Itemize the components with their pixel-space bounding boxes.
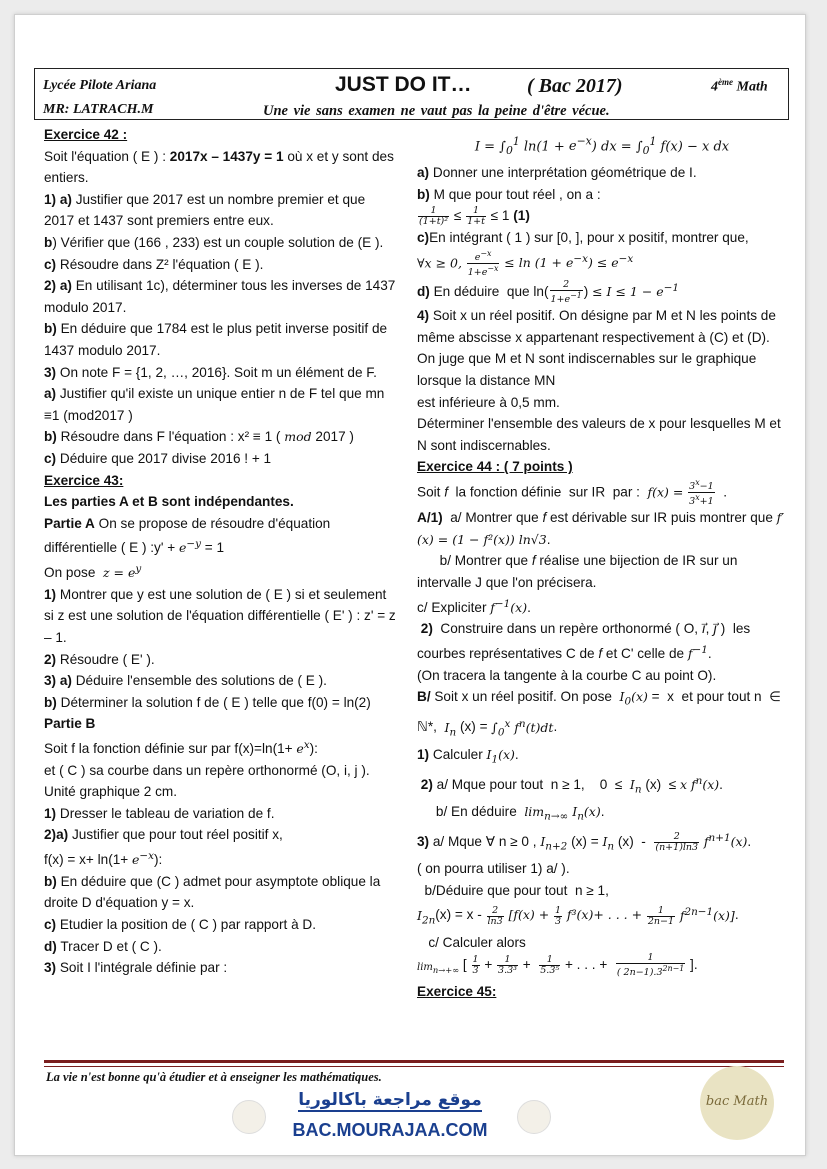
site-banner[interactable] xyxy=(280,1090,500,1148)
school-name: Lycée Pilote Ariana xyxy=(43,78,157,93)
site-url-link[interactable]: BAC.MOURAJAA.COM xyxy=(292,1120,488,1140)
exercise-right-line: 3) a/ Mque ∀ n ≥ 0 , $I_{n+2}$ $(x) = I_n$ (x) - $\frac{2}{(n+1)\ln 3}$ $f^{n+1}(x)$. xyxy=(417,831,752,854)
exercise-left-line: 1) Dresser le tableau de variation de f. xyxy=(44,805,275,821)
exercise-right-line: A/1) a/ Montrer que f est dérivable sur IR puis montrer que f′(x) = (1 − f²(x)) ln√3. xyxy=(417,510,785,547)
exercise-left-line: c) Résoudre dans Z² l'équation ( E ). xyxy=(44,256,264,272)
exercise-left-line: c) Déduire que 2017 divise 2016 ! + 1 xyxy=(44,450,272,466)
exercise-right-line: Exercice 45: xyxy=(417,984,497,1000)
exercise-right-line: a) Donner une interprétation géométrique de I. xyxy=(417,165,697,180)
exercise-left-line: 2) Résoudre ( E' ). xyxy=(44,651,155,667)
exercise-left-line: Exercice 42 : xyxy=(44,127,128,142)
left-column xyxy=(44,124,396,979)
exercise-left-line: Les parties A et B sont indépendantes. xyxy=(44,494,294,510)
exercise-right-line: est inférieure à 0,5 mm. xyxy=(417,394,560,410)
exercise-left-line: On pose $z = e^y$ xyxy=(44,563,142,581)
header-motto: Une vie sans examen ne vaut pas la peine d'être vécue. xyxy=(263,103,610,119)
book-logo-icon xyxy=(232,1100,266,1134)
exercise-left-line: b) En déduire que (C ) admet pour asymptote oblique la droite D d'équation y = x. xyxy=(44,873,381,911)
exercise-left-line: 1) a) Justifier que 2017 est un nombre premier et que 2017 et 1437 sont premiers entre eux. xyxy=(44,191,366,229)
exercise-left-line: et ( C ) sa courbe dans un repère orthonormé (O, i, j ). Unité graphique 2 cm. xyxy=(44,762,370,800)
bac-year: ( Bac 2017) xyxy=(527,75,623,97)
grade-label: 4ème Math xyxy=(711,77,768,95)
document-title: JUST DO IT… xyxy=(335,73,472,96)
exercise-left-line: c) Etudier la position de ( C ) par rapport à D. xyxy=(44,917,317,932)
exercise-right-line: 2) a/ Mque pour tout n ≥ 1, $0 \le I_n$ (x) ≤ x $f^n(x)$. xyxy=(420,774,723,796)
exercise-right-line: 1) Calculer $I_1(x)$. xyxy=(417,746,519,766)
exercise-right-line: On juge que M et N sont indiscernables sur le graphique lorsque la distance MN xyxy=(417,351,757,388)
exercise-left-line: Partie B xyxy=(44,716,96,732)
exercise-right-line: 2) Construire dans un repère orthonormé ( O, i⃗, j⃗ ) les courbes représentatives C de f et C' celle de $f^{-1}$. xyxy=(417,621,751,662)
exercise-right-line: Exercice 44 : ( 7 points ) xyxy=(417,459,573,475)
exercise-left-line: b) En déduire que 1784 est le plus petit inverse positif de 1437 modulo 2017. xyxy=(44,321,388,358)
exercise-right-line: $I_{2n}(x) = x$ - $\frac{2}{\ln 3}$ [f(x) + $\frac{1}{3}$ f³(x)+ . . . + $\frac{1}{2n-1}$ $f^{2n-1}(x)$]. xyxy=(417,904,739,927)
book-logo-icon-right xyxy=(517,1100,551,1134)
exercise-right-line: Déterminer l'ensemble des valeurs de x pour lesquelles M et N sont indiscernables. xyxy=(417,416,781,453)
exercise-right-line: (On tracera la tangente à la courbe C au point O). xyxy=(417,667,717,683)
right-column xyxy=(417,124,787,1003)
exercise-right-line: ( on pourra utiliser 1) a/ ). xyxy=(417,861,570,877)
exercise-left-line: b) Déterminer la solution f de ( E ) telle que f(0) = ln(2) xyxy=(44,694,371,710)
exercise-left-line: 1) Montrer que y est une solution de ( E ) si et seulement si z est une solution de l'équation différentielle ( E' ) : z' = z – 1. xyxy=(44,586,396,645)
footer-divider-thin xyxy=(44,1066,784,1067)
exercise-right-line: Soit f la fonction définie sur IR par : f(x) = $\frac{3^x-1}{3^x+1}$ . xyxy=(417,477,728,508)
site-arabic-title: موقع مراجعة باكالوريا xyxy=(298,1090,482,1110)
exercise-right-line: d) En déduire que ln( $\frac{2}{1+e^{-1}}$ ) ≤ $I \le 1 - e^{-1}$ xyxy=(417,278,680,306)
exercise-left-line: 3) On note F = {1, 2, …, 2016}. Soit m un élément de F. xyxy=(44,364,377,380)
exercise-left-line: Soit f la fonction définie sur par $f(x)=\ln(1+ e^x)$: xyxy=(44,738,318,757)
exercise-left-line: Exercice 43: xyxy=(44,472,124,488)
exercise-left-line: b) Résoudre dans F l'équation : x² ≡ 1 ( mod 2017 ) xyxy=(44,429,354,445)
exercise-left-line: 2) a) En utilisant 1c), déterminer tous les inverses de 1437 modulo 2017. xyxy=(44,278,396,315)
exercise-left-line: Partie A On se propose de résoudre d'équation différentielle ( E ) :y' + $e^{-y} = 1$ xyxy=(44,515,331,556)
teacher-name: MR: LATRACH.M xyxy=(43,102,154,117)
bac-math-logo: bac Math xyxy=(700,1066,774,1140)
footer-motto: La vie n'est bonne qu'à étudier et à enseigner les mathématiques. xyxy=(46,1070,382,1084)
exercise-right-line: $\frac{1}{\text{(1+t)²}}$ ≤ $\frac{1}{1+t}$ ≤ 1 (1) xyxy=(419,205,530,228)
document-header xyxy=(34,68,789,120)
exercise-right-line: b) M que pour tout réel , on a : xyxy=(417,186,601,202)
exercise-left-line: $f(x) = x+ \ln(1+ e^{-x})$: xyxy=(44,850,163,868)
exercise-right-line: b/ En déduire $\lim_{n\to\infty} I_n(x)$. xyxy=(417,803,605,823)
exercise-left-line: b) Vérifier que (166 , 233) est un couple solution de (E ). xyxy=(44,234,384,250)
exercise-left-line: 3) a) Déduire l'ensemble des solutions de ( E ). xyxy=(44,673,327,689)
exercise-right-line: b/ Montrer que f réalise une bijection de IR sur un intervalle J que l'on précisera. xyxy=(417,553,738,590)
exercise-right-line: B/ Soit x un réel positif. On pose $I_0(x) = x$ et pour tout n ∈ ℕ*, $I_n$ $(x) = \int_0^x$ $f^n(t)dt$. xyxy=(417,689,782,739)
exercise-right-line: c)En intégrant ( 1 ) sur [0, ], pour x positif, montrer que, xyxy=(417,230,749,246)
exercise-right-line: c/ Expliciter $f^{-1}(x)$. xyxy=(417,597,531,615)
exercise-left-line: d) Tracer D et ( C ). xyxy=(44,938,162,954)
exercise-right-line: b/Déduire que pour tout n ≥ 1, xyxy=(417,882,609,898)
exercise-right-line: $\lim_{n\to+\infty}$ [ $\frac{1}{3}$ + $\frac{1}{\text{3.3³}}$ + $\frac{1}{\text{5.3⁵}}$ + . . . + $\frac{1}{( 2n-1).3^{2n-1}}$ ]. xyxy=(417,952,698,979)
exercise-right-line: 4) Soit x un réel positif. On désigne par M et N les points de même abscisse x appartenant respectivement à (C) et (D). xyxy=(417,308,776,345)
exercise-right-line: ∀x ≥ 0, $\frac{e^{-x}}{1+e^{-x}}$ ≤ $\ln (1 + e^{-x}) \le e^{-x}$ xyxy=(417,248,634,278)
exercise-left-line: a) Justifier qu'il existe un unique entier n de F tel que mn ≡1 (mod2017 ) xyxy=(44,386,385,423)
exercise-left-line: Soit l'équation ( E ) : 2017x – 1437y = 1 où x et y sont des entiers. xyxy=(44,148,394,186)
exercise-left-line: 3) Soit I l'intégrale définie par : xyxy=(44,960,228,976)
exercise-right-line: c/ Calculer alors xyxy=(417,934,526,950)
exercise-left-line: 2)a) Justifier que pour tout réel positif x, xyxy=(44,827,283,843)
exercise-right-line: $I = \int_0^1$ $\ln(1 + e^{-x})$ dx = $\int_0^1$ f(x) − x dx xyxy=(474,135,730,157)
footer-divider xyxy=(44,1060,784,1063)
